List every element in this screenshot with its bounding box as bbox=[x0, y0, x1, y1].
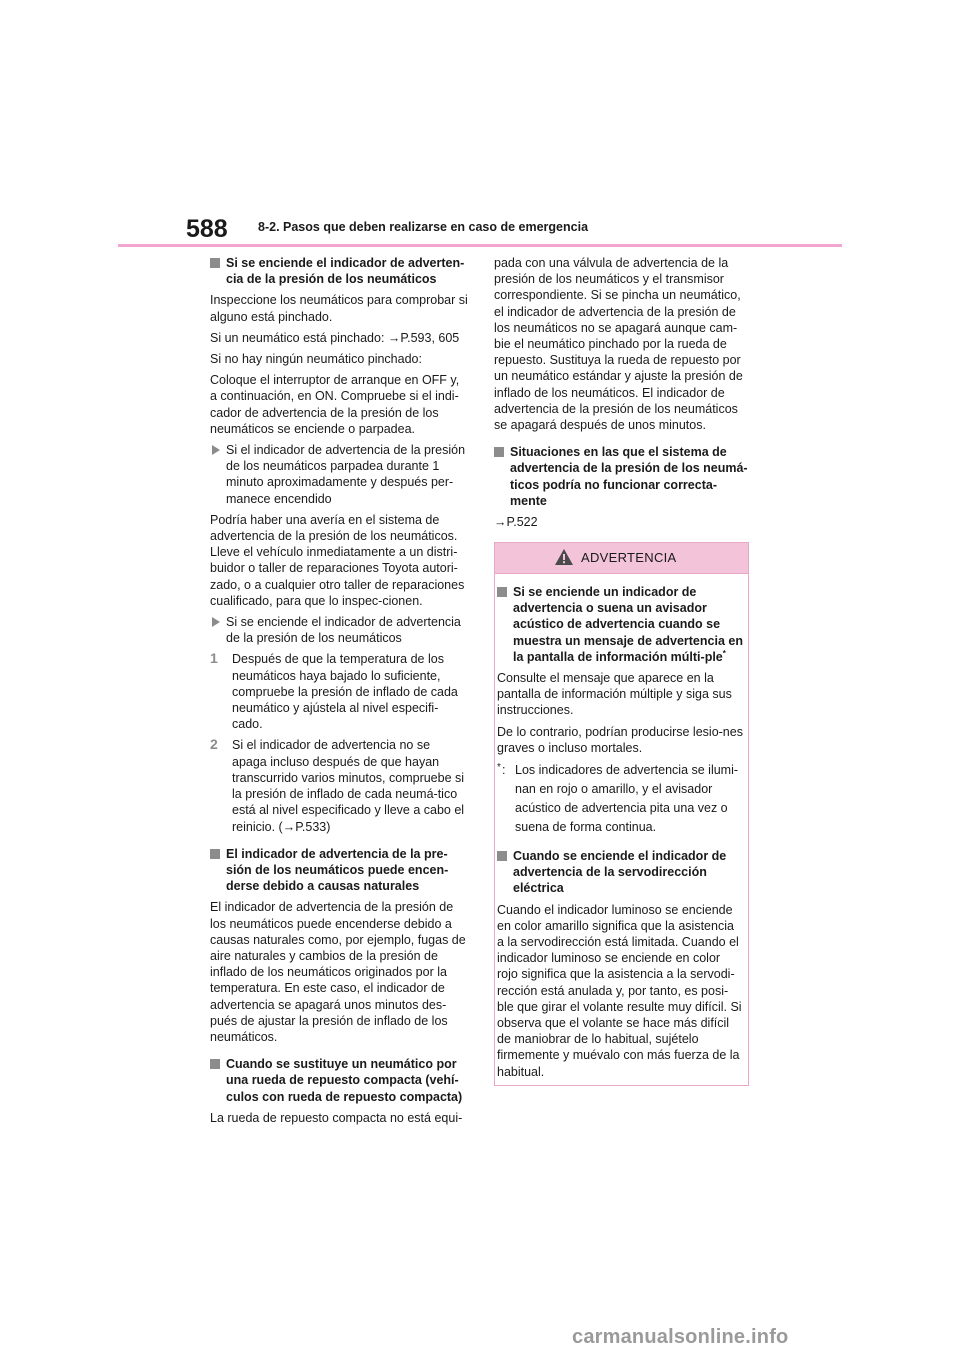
warning-header bbox=[495, 543, 748, 574]
paragraph: Consulte el mensaje que aparece en la pantalla de información múltiple y siga sus instrucciones. bbox=[497, 671, 732, 718]
paragraph: La rueda de repuesto compacta no está equi- bbox=[210, 1110, 463, 1125]
triangle-item-lit: Si se enciende el indicador de advertencia de la presión de los neumáticos bbox=[210, 614, 468, 646]
section-header: 8-2. Pasos que deben realizarse en caso de emergencia bbox=[258, 220, 589, 234]
paragraph: El indicador de advertencia de la presión de los neumáticos puede encenderse debido a causas naturales como, por ejemplo, fugas de aire naturales y cambios de la presión de inflado de los neumáticos originados por la temperatura. En este caso, el indicador de advertencia se apagará unos minutos des-pués de ajustar la presión de inflado de los neumáticos. bbox=[210, 900, 466, 1044]
step-2: 2 Si el indicador de advertencia no se apaga incluso después de que hayan transcurrido varios minutos, compruebe si la presión de inflado de cada neumá-tico está al nivel especificado y lleve a cabo el reinicio. (→P.533) bbox=[210, 736, 465, 834]
left-column bbox=[210, 255, 468, 1131]
heading-system-may-not-work: Situaciones en las que el sistema de advertencia de la presión de los neumá-ticos podría no funcionar correcta-mente bbox=[494, 444, 750, 509]
footnote-colon: : bbox=[502, 763, 506, 778]
square-bullet-icon bbox=[210, 849, 220, 859]
paragraph: Coloque el interruptor de arranque en OFF y, a continuación, en ON. Compruebe si el indi-cador de advertencia de la presión de los neumáticos se enciende o parpadea. bbox=[210, 373, 460, 436]
footnote: * : Los indicadores de advertencia se ilumi-nan en rojo o amarillo, y el avisador acústico de advertencia pita una vez o suena de forma continua. bbox=[497, 761, 744, 837]
square-bullet-icon bbox=[494, 447, 504, 457]
warning-box bbox=[494, 542, 749, 1086]
square-bullet-icon bbox=[210, 258, 220, 268]
step-1: 1 Después de que la temperatura de los neumáticos haya bajado lo suficiente, compruebe la presión de inflado de cada neumático y ajústela al nivel especifi-cado. bbox=[210, 650, 458, 732]
paragraph: pada con una válvula de advertencia de la presión de los neumáticos y el transmisor correspondiente. Si se pincha un neumático, el indicador de advertencia de la presión de los neumáticos no se apagará aunque cam-bie el neumático pinchado por la rueda de repuesto. Sustituya la rueda de repuesto por un neumático estándar y ajuste la presión de inflado de los neumáticos. El indicador de advertencia de la presión de los neumáticos se apagará después de unos minutos. bbox=[494, 256, 743, 433]
heading-tpms-light-on: Si se enciende el indicador de adverten-cia de la presión de los neumáticos bbox=[210, 255, 468, 287]
square-bullet-icon bbox=[497, 851, 507, 861]
warning-title: ADVERTENCIA bbox=[581, 550, 677, 565]
paragraph: Si un neumático está pinchado: →P.593, 605 bbox=[210, 330, 460, 345]
triangle-bullet-icon bbox=[212, 617, 220, 627]
square-bullet-icon bbox=[210, 1059, 220, 1069]
watermark: carmanualsonline.info bbox=[572, 1326, 789, 1348]
paragraph: Inspeccione los neumáticos para comprobar si alguno está pinchado. bbox=[210, 293, 468, 324]
step-number: 2 bbox=[210, 736, 218, 753]
triangle-bullet-icon bbox=[212, 445, 220, 455]
footnote-star: * bbox=[497, 762, 501, 774]
triangle-item-blinking: Si el indicador de advertencia de la presión de los neumáticos parpadea durante 1 minuto aproximadamente y después per-manece encendido bbox=[210, 442, 468, 507]
header-rule bbox=[118, 244, 842, 247]
square-bullet-icon bbox=[497, 587, 507, 597]
warning-triangle-icon bbox=[555, 549, 573, 565]
right-column bbox=[494, 255, 750, 535]
paragraph: Si no hay ningún neumático pinchado: bbox=[210, 352, 422, 367]
step-number: 1 bbox=[210, 650, 218, 667]
paragraph: Cuando el indicador luminoso se enciende en color amarillo significa que la asistencia a la servodirección está limitada. Cuando el indicador luminoso se enciende en color rojo significa que la asistencia a la servodi-rección está anulada y, por tanto, es posi-ble que girar el volante resulte muy difícil. Si observa que el volante se hace más difícil de maniobrar de lo habitual, sujételo firmemente y muévalo con más fuerza de la habitual. bbox=[497, 902, 742, 1079]
warning-body bbox=[495, 574, 748, 1080]
heading-natural-causes: El indicador de advertencia de la pre-sión de los neumáticos puede encen-derse debido a causas naturales bbox=[210, 846, 468, 895]
page-number: 588 bbox=[186, 215, 228, 243]
paragraph: Podría haber una avería en el sistema de advertencia de la presión de los neumáticos. Lleve el vehículo inmediatamente a un distri-buidor o taller de reparaciones Toyota autori-zado, o a cualquier otro taller de reparaciones cualificado, para que lo inspec-cionen. bbox=[210, 512, 465, 608]
heading-power-steering: Cuando se enciende el indicador de advertencia de la servodirección eléctrica bbox=[497, 848, 744, 897]
heading-warning-message: Si se enciende un indicador de advertencia o suena un avisador acústico de advertencia cuando se muestra un mensaje de advertencia en la pantalla de información múlti-ple* bbox=[497, 584, 744, 665]
page-reference: →P.522 bbox=[494, 515, 538, 530]
paragraph: De lo contrario, podrían producirse lesio-nes graves o incluso mortales. bbox=[497, 724, 743, 755]
footnote-marker: * bbox=[722, 648, 726, 658]
heading-compact-spare: Cuando se sustituye un neumático por una rueda de repuesto compacta (vehí-culos con rueda de repuesto compacta) bbox=[210, 1056, 468, 1105]
